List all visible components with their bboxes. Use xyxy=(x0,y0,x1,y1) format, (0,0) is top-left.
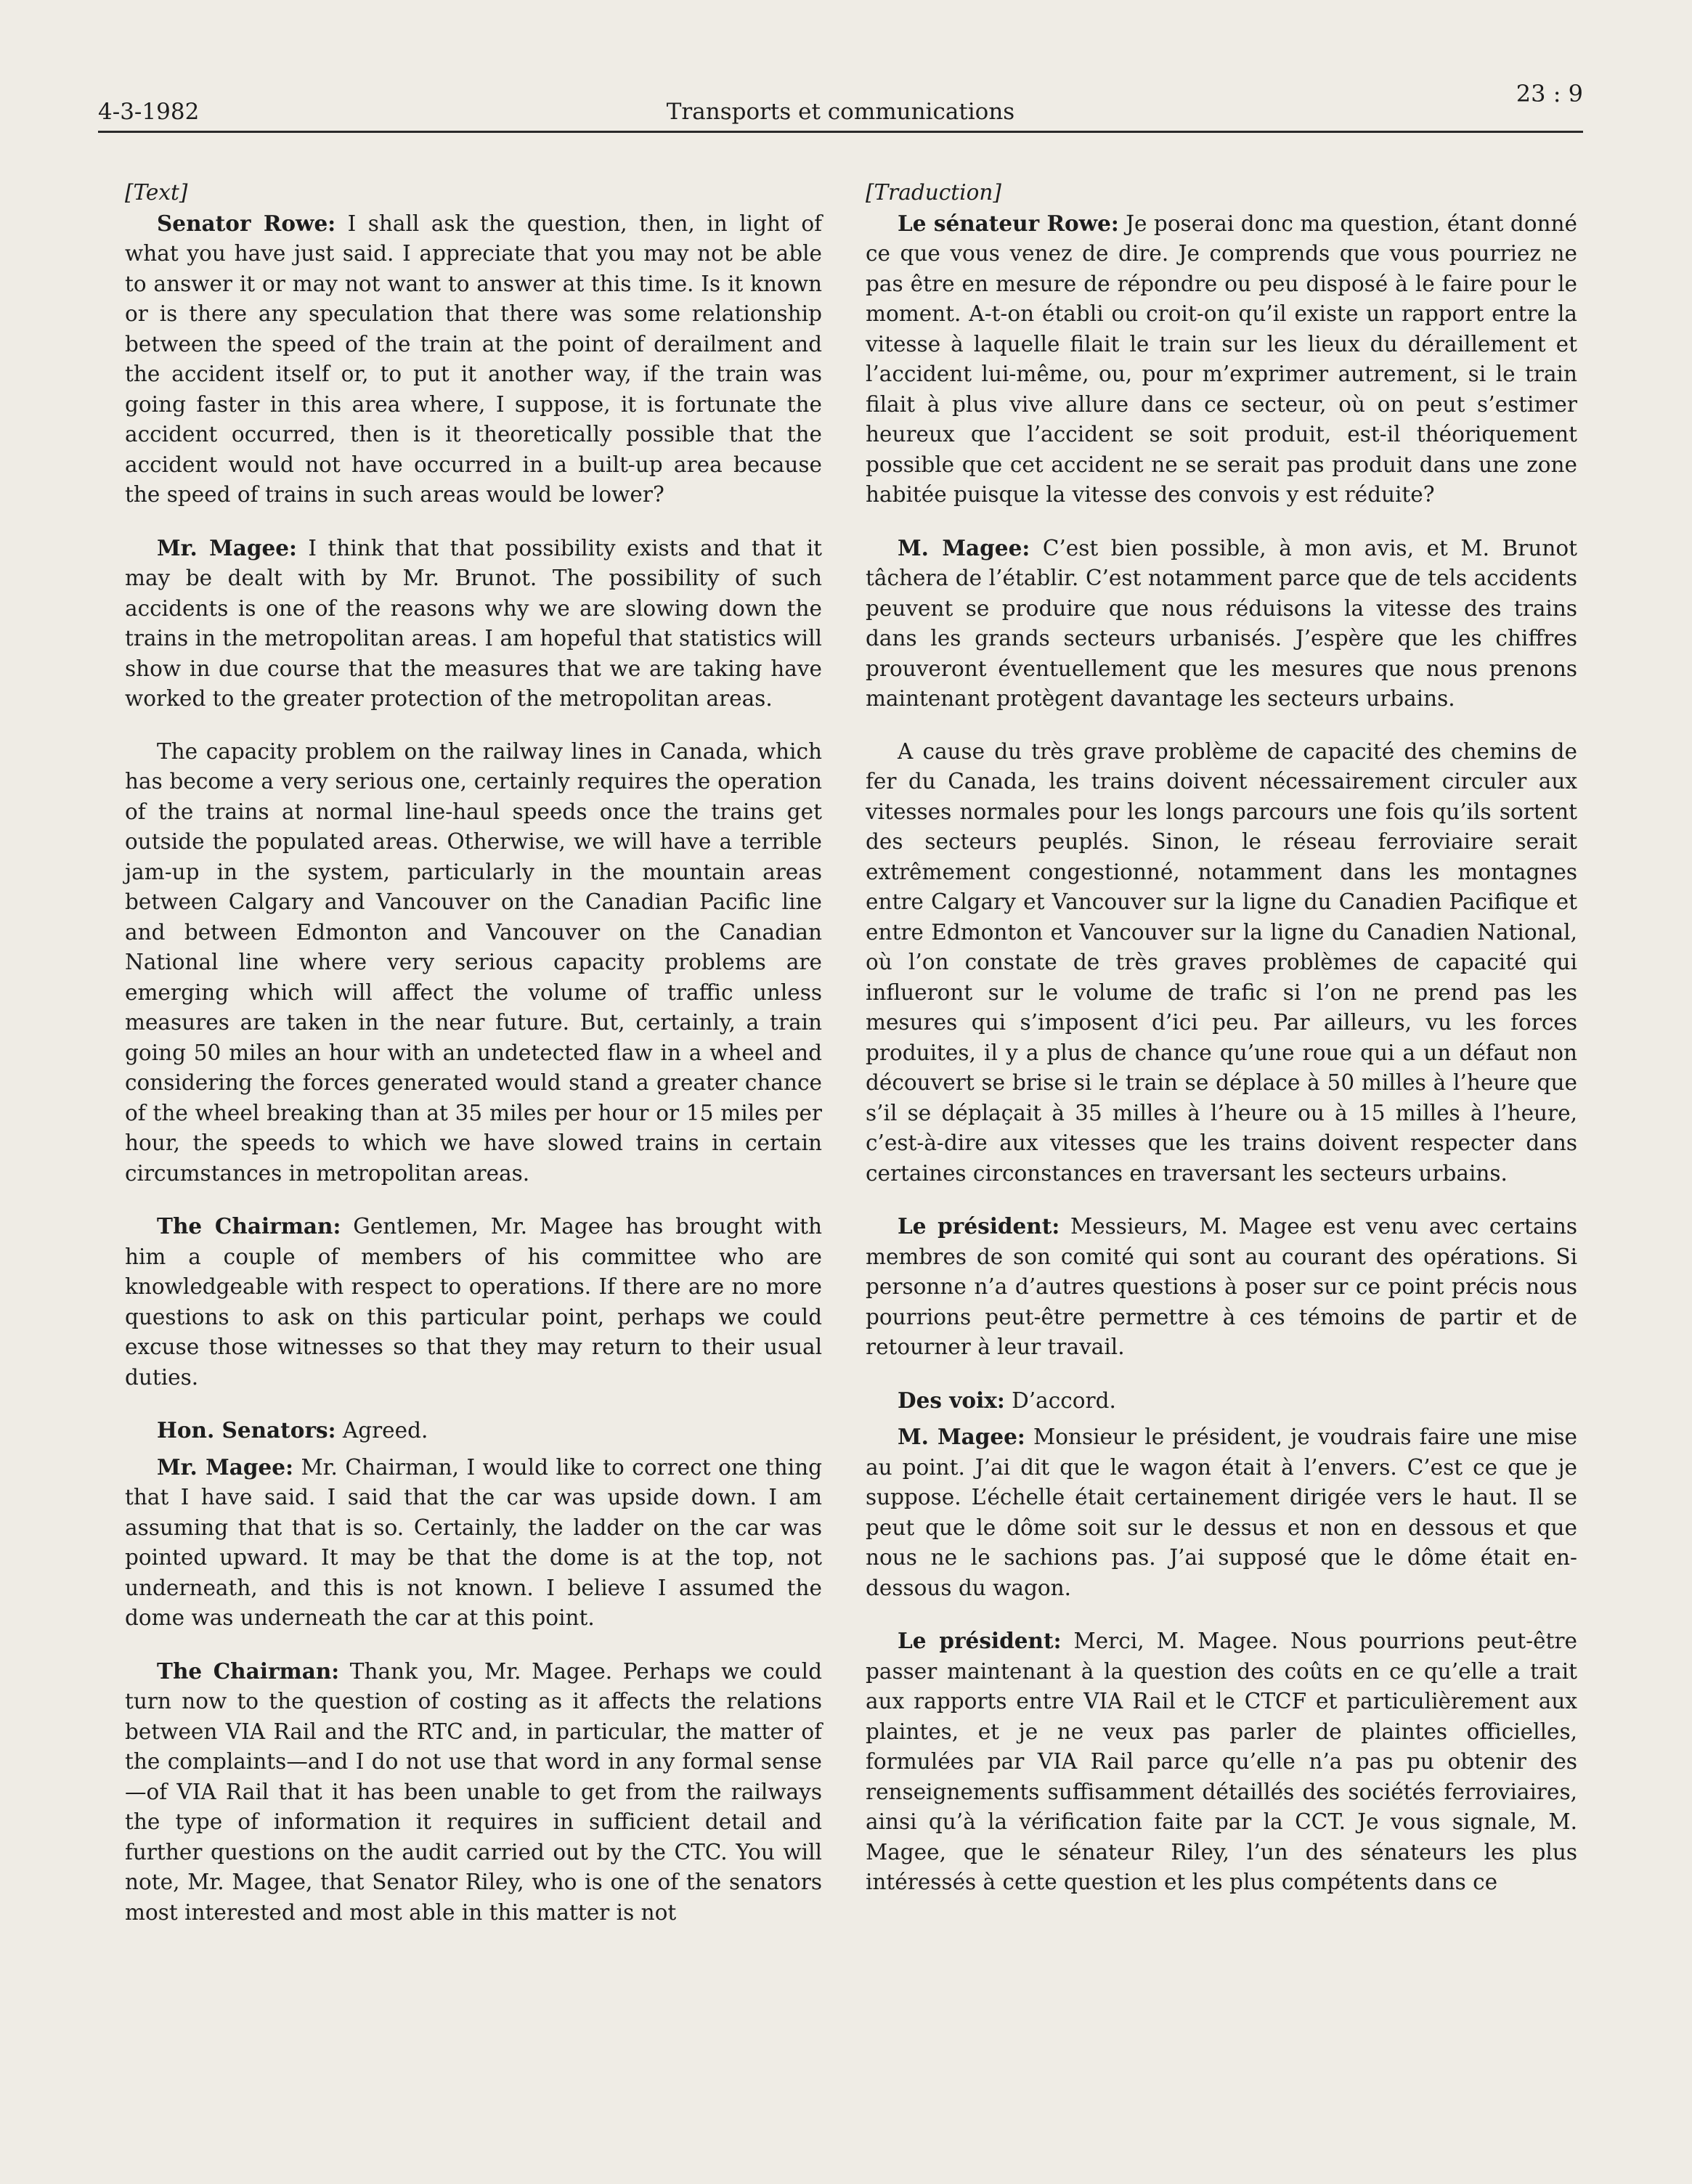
page-number: 23 : 9 xyxy=(1516,80,1583,107)
paragraph-text: Mr. Chairman, I would like to correct one thing that I have said. I said that the car was upside down. I am assuming that that is so. Certainly, the ladder on the car was pointed upward. It may be that the dome is at the top, not underneath, and this is not known. I believe I assumed the dome was underneath the car at this point. xyxy=(125,1454,822,1630)
french-column xyxy=(866,178,1577,1920)
speaker-name: M. Magee: xyxy=(898,534,1030,561)
paragraph-text: Monsieur le président, je voudrais faire une mise au point. J’ai dit que le wagon était à l’envers. C’est ce que je suppose. L’échelle était certainement dirigée vers le haut. Il se peut que le dôme soit sur le dessus et non en dessous et que nous ne le sachions pas. J’ai supposé que le dôme était en-dessous du wagon. xyxy=(866,1425,1577,1600)
header-title: Transports et communications xyxy=(666,99,1015,125)
paragraph-text: Merci, M. Magee. Nous pourrions peut-être passer maintenant à la question des coûts en ce qu’elle a trait aux rapports entre VIA Rail et le CTCF et particulièrement aux plaintes, et je ne veux pas parler de plaintes officielles, formulées par VIA Rail parce qu’elle n’a pas pu obtenir des renseignements suffisamment détaillés des sociétés ferroviaires, ainsi qu’à la vérification faite par la CCT. Je vous signale, M. Magee, que le sénateur Riley, l’un des sénateurs les plus intéressés à cette question et les plus compétents dans ce xyxy=(866,1629,1577,1894)
page-header xyxy=(98,80,1583,133)
transcript-paragraph xyxy=(125,208,822,510)
transcript-paragraph xyxy=(866,208,1577,510)
speaker-name: Le sénateur Rowe: xyxy=(898,210,1119,236)
speaker-name: Hon. Senators: xyxy=(157,1417,336,1443)
paragraph-text: A cause du très grave problème de capacité des chemins de fer du Canada, les trains doivent nécessairement circuler aux vitesses normales pour les longs parcours une fois qu’ils sortent des secteurs peuplés. Sinon, le réseau ferroviaire serait extrêmement congestionné, notamment dans les montagnes entre Calgary et Vancouver sur la ligne du Canadien Pacifique et entre Edmonton et Vancouver sur la ligne du Canadien National, où l’on constate de très graves problèmes de capacité qui influeront sur le volume de trafic si l’on ne prend pas les mesures qui s’imposent d’ici peu. Par ailleurs, vu les forces produites, il y a plus de chance qu’une roue qui a un défaut non découvert se brise si le train se déplace à 50 milles à l’heure que s’il se déplaçait à 35 milles à l’heure ou à 15 milles à l’heure, c’est-à-dire aux vitesses que les trains doivent respecter dans certaines circonstances en traversant les secteurs urbains. xyxy=(866,738,1577,1186)
english-column xyxy=(125,178,822,1950)
speaker-name: Le président: xyxy=(898,1213,1060,1239)
paragraph-text: Messieurs, M. Magee est venu avec certains membres de son comité qui sont au courant des opérations. Si personne n’a d’autres questions à poser sur ce point précis nous pourrions peut-être permettre à ces témoins de partir et de retourner à leur travail. xyxy=(866,1214,1577,1359)
paragraph-text: Je poserai donc ma question, étant donné ce que vous venez de dire. Je comprends que vous pourriez ne pas être en mesure de répondre ou peu disposé à le faire pour le moment. A-t-on établi ou croit-on qu’il existe un rapport entre la vitesse à laquelle filait le train sur les lieux du déraillement et l’accident lui-même, ou, pour m’exprimer autrement, si le train filait à plus vive allure dans ce secteur, où on peut s’estimer heureux que l’accident se soit produit, est-il théoriquement possible que cet accident ne se serait pas produit dans une zone habitée puisque la vitesse des convois y est réduite? xyxy=(866,211,1578,507)
transcript-paragraph xyxy=(866,1385,1577,1417)
paragraph-text: C’est bien possible, à mon avis, et M. Brunot tâchera de l’établir. C’est notamment parce que de tels accidents peuvent se produire que nous réduisons la vitesse des trains dans les grands secteurs urbanisés. J’espère que les chiffres prouveront éventuellement que les mesures que nous prenons maintenant protègent davantage les secteurs urbains. xyxy=(866,535,1577,711)
transcript-paragraph xyxy=(866,1211,1577,1363)
speaker-name: The Chairman: xyxy=(157,1658,340,1684)
transcript-paragraph xyxy=(866,1626,1577,1898)
header-date: 4-3-1982 xyxy=(98,99,200,125)
speaker-name: Mr. Magee: xyxy=(157,1454,293,1480)
speaker-name: Senator Rowe: xyxy=(157,210,336,236)
transcript-paragraph xyxy=(866,1422,1577,1603)
transcript-paragraph xyxy=(866,737,1577,1189)
transcript-paragraph xyxy=(125,1452,822,1634)
paragraph-text: Agreed. xyxy=(335,1418,428,1443)
transcript-paragraph xyxy=(125,1211,822,1393)
paragraph-text: Gentlemen, Mr. Magee has brought with him a couple of members of his committee who are knowledgeable with respect to operations. If there are no more questions to ask on this particular point, perhaps we could excuse those witnesses so that they may return to their usual duties. xyxy=(125,1214,822,1390)
transcript-paragraph xyxy=(125,1656,822,1928)
french-paragraphs xyxy=(866,208,1577,1898)
speaker-name: Mr. Magee: xyxy=(157,534,297,561)
language-label: [Text] xyxy=(125,180,188,205)
paragraph-text: D’accord. xyxy=(1004,1388,1116,1413)
speaker-name: The Chairman: xyxy=(157,1213,341,1239)
paragraph-text: The capacity problem on the railway lines in Canada, which has become a very serious one, certainly requires the operation of the trains at normal line-haul speeds once the trains get outside the populated areas. Otherwise, we will have a terrible jam-up in the system, particularly in the mountain areas between Calgary and Vancouver on the Canadian Pacific line and between Edmonton and Vancouver on the Canadian National line where very serious capacity problems are emerging which will affect the volume of traffic unless measures are taken in the near future. But, certainly, a train going 50 miles an hour with an undetected flaw in a wheel and considering the forces generated would stand a greater chance of the wheel breaking than at 35 miles per hour or 15 miles per hour, the speeds to which we have slowed trains in certain circumstances in metropolitan areas. xyxy=(125,738,822,1186)
english-paragraphs xyxy=(125,208,822,1928)
language-label: [Traduction] xyxy=(866,180,1001,205)
paragraph-text: I think that that possibility exists and that it may be dealt with by Mr. Brunot. The possibility of such accidents is one of the reasons why we are slowing down the trains in the metropolitan areas. I am hopeful that statistics will show in due course that the measures that we are taking have worked to the greater protection of the metropolitan areas. xyxy=(125,535,823,711)
transcript-paragraph xyxy=(125,533,822,714)
paragraph-text: Thank you, Mr. Magee. Perhaps we could turn now to the question of costing as it affects the relations between VIA Rail and the RTC and, in particular, the matter of the complaints—and I do not use that word in any formal sense—of VIA Rail that it has been unable to get from the railways the type of information it requires in sufficient detail and further questions on the audit carried out by the CTC. You will note, Mr. Magee, that Senator Riley, who is one of the senators most interested and most able in this matter is not xyxy=(125,1658,823,1925)
transcript-paragraph xyxy=(125,1415,822,1446)
speaker-name: Des voix: xyxy=(898,1387,1005,1413)
speaker-name: Le président: xyxy=(898,1628,1062,1653)
transcript-paragraph xyxy=(866,533,1577,714)
transcript-paragraph xyxy=(125,737,822,1189)
paragraph-text: I shall ask the question, then, in light of what you have just said. I appreciate that you may not be able to answer it or may not want to answer at this time. Is it known or is there any speculation that there was some relationship between the speed of the train at the point of derailment and the accident itself or, to put it another way, if the train was going faster in this area where, I suppose, it is fortunate the accident occurred, then is it theoretically possible that the accident would not have occurred in a built-up area because the speed of trains in such areas would be lower? xyxy=(125,211,822,507)
speaker-name: M. Magee: xyxy=(898,1424,1025,1449)
